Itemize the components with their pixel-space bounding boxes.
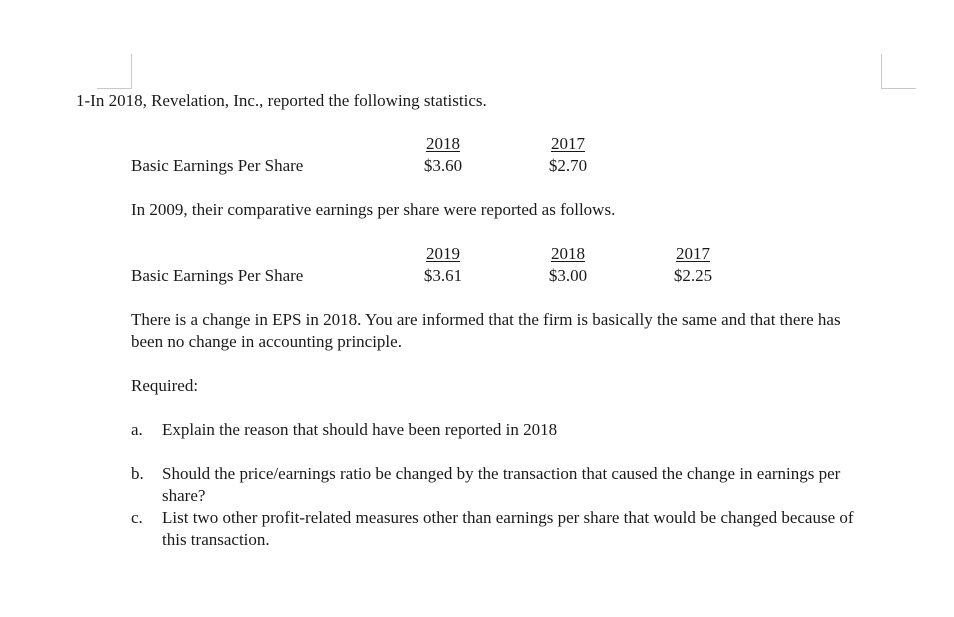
intro-text: 1-In 2018, Revelation, Inc., reported the following statistics. (76, 91, 487, 110)
question-b-text: Should the price/earnings ratio be changed by the transaction that caused the change in earnings per share? (162, 464, 841, 505)
question-a (131, 419, 866, 441)
table1-value-2017: $2.70 (548, 156, 588, 175)
question-a-marker: a. (131, 420, 143, 439)
table1-header-2017: 2017 (551, 134, 585, 153)
table1-value-2018: $3.60 (423, 156, 463, 175)
table1-row-label: Basic Earnings Per Share (131, 156, 304, 175)
table2-value-2018: $3.00 (548, 266, 588, 285)
question-a-text: Explain the reason that should have been reported in 2018 (162, 420, 558, 439)
page-corner-top-left (97, 54, 132, 89)
table2-header-2019: 2019 (426, 244, 460, 263)
table1-header-2018: 2018 (426, 134, 460, 153)
table2-header-2017: 2017 (676, 244, 710, 263)
comparative-sentence: In 2009, their comparative earnings per share were reported as follows. (131, 200, 616, 219)
question-b (131, 463, 866, 507)
question-c-text: List two other profit-related measures other than earnings per share that would be changed because of this transaction. (162, 508, 854, 549)
question-b-marker: b. (131, 464, 144, 483)
question-c (131, 507, 866, 551)
table2-value-2019: $3.61 (423, 266, 463, 285)
eps-change-paragraph: There is a change in EPS in 2018. You are informed that the firm is basically the same and that there has been no change in accounting principle. (131, 310, 841, 351)
table2-row-label: Basic Earnings Per Share (131, 266, 304, 285)
table2-value-2017: $2.25 (673, 266, 713, 285)
required-label: Required: (131, 376, 199, 395)
question-c-marker: c. (131, 508, 143, 527)
page-corner-top-right (881, 54, 916, 89)
table2-header-2018: 2018 (551, 244, 585, 263)
